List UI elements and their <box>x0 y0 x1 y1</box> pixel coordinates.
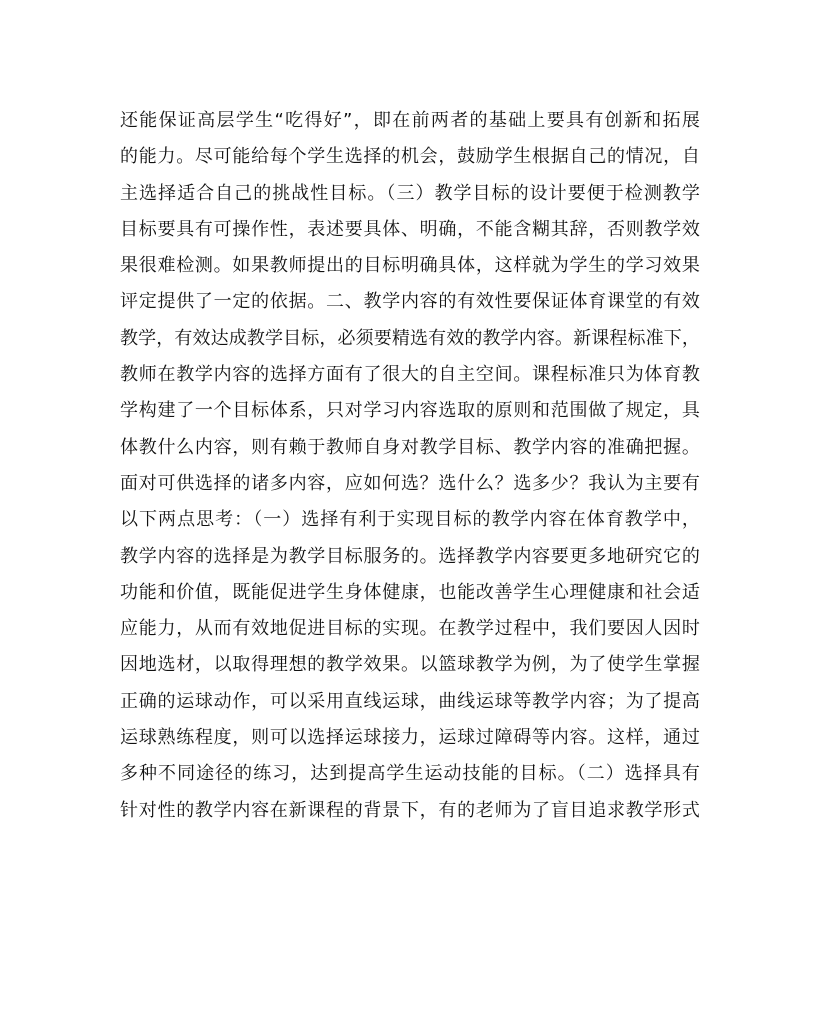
text-line-6: 评定提供了一定的依据。二、教学内容的有效性要保证体育课堂的有效 <box>120 291 700 313</box>
text-line-13: 教学内容的选择是为教学目标服务的。选择教学内容要更多地研究它的 <box>120 545 700 567</box>
text-line-11: 面对可供选择的诸多内容，应如何选？选什么？选多少？我认为主要有 <box>120 472 700 494</box>
text-line-9: 学构建了一个目标体系，只对学习内容选取的原则和范围做了规定，具 <box>120 400 700 422</box>
text-line-1: 还能保证高层学生“吃得好”，即在前两者的基础上要具有创新和拓展 <box>120 110 700 131</box>
text-line-3: 主选择适合自己的挑战性目标。（三）教学目标的设计要便于检测教学 <box>120 182 700 204</box>
text-line-8: 教师在教学内容的选择方面有了很大的自主空间。课程标准只为体育教 <box>120 364 700 386</box>
text-line-4: 目标要具有可操作性，表述要具体、明确，不能含糊其辞，否则教学效 <box>120 218 700 240</box>
body-paragraph <box>120 103 700 829</box>
text-line-10: 体教什么内容，则有赖于教师自身对教学目标、教学内容的准确把握。 <box>120 436 700 458</box>
text-line-19: 多种不同途径的练习，达到提高学生运动技能的目标。（二）选择具有 <box>120 763 700 785</box>
text-line-12: 以下两点思考：（一）选择有利于实现目标的教学内容在体育教学中， <box>120 509 700 531</box>
text-line-14: 功能和价值，既能促进学生身体健康，也能改善学生心理健康和社会适 <box>120 581 700 603</box>
text-line-16: 因地选材，以取得理想的教学效果。以篮球教学为例，为了使学生掌握 <box>120 654 700 676</box>
text-line-7: 教学，有效达成教学目标，必须要精选有效的教学内容。新课程标准下， <box>120 327 700 349</box>
text-line-18: 运球熟练程度，则可以选择运球接力，运球过障碍等内容。这样，通过 <box>120 727 700 749</box>
text-line-20: 针对性的教学内容在新课程的背景下，有的老师为了盲目追求教学形式 <box>120 799 700 821</box>
text-line-5: 果很难检测。如果教师提出的目标明确具体，这样就为学生的学习效果 <box>120 255 700 277</box>
text-line-2: 的能力。尽可能给每个学生选择的机会，鼓励学生根据自己的情况，自 <box>120 146 700 168</box>
text-line-15: 应能力，从而有效地促进目标的实现。在教学过程中，我们要因人因时 <box>120 618 700 640</box>
text-line-17: 正确的运球动作，可以采用直线运球，曲线运球等教学内容；为了提高 <box>120 690 700 712</box>
